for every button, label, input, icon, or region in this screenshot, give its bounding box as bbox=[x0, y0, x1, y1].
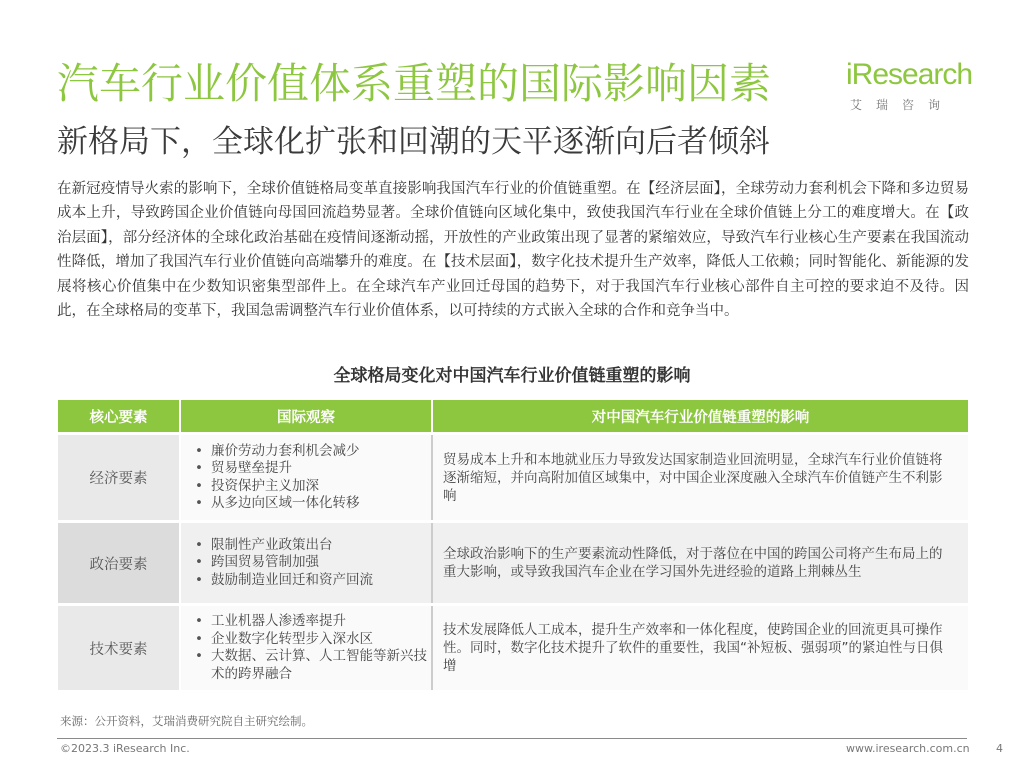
observation-item: • 工业机器人渗透率提升 bbox=[193, 613, 431, 631]
header-international-observation: 国际观察 bbox=[181, 400, 433, 432]
logo-subtitle: 艾瑞咨询 bbox=[850, 98, 955, 112]
observation-item: • 贸易壁垒提升 bbox=[193, 460, 360, 478]
website-link[interactable]: www.iresearch.com.cn bbox=[846, 742, 970, 755]
table-header bbox=[58, 400, 968, 432]
header-impact: 对中国汽车行业价值链重塑的影响 bbox=[591, 409, 810, 426]
logo-wordmark: iResearch bbox=[846, 58, 973, 91]
iresearch-logo bbox=[846, 52, 976, 118]
observation-item: • 企业数字化转型步入深水区 bbox=[193, 631, 431, 649]
row-impact: 贸易成本上升和本地就业压力导致发达国家制造业回流明显，全球汽车行业价值链将逐渐缩短，并向高附加值区域集中，对中国企业深度融入全球汽车价值链产生不利影响 bbox=[433, 435, 968, 520]
header-core-element: 核心要素 bbox=[58, 400, 181, 432]
intro-paragraph: 在新冠疫情导火索的影响下，全球价值链格局变革直接影响我国汽车行业的价值链重塑。在【经济层面】，全球劳动力套利机会下降和多边贸易成本上升，导致跨国企业价值链向母国回流趋势显著。全球价值链向区域化集中，致使我国汽车行业在全球价值链上分工的难度增大。在【政治层面】，部分经济体的全球化政治基础在疫情间逐渐动摇，开放性的产业政策出现了显著的紧缩效应，导致汽车行业核心生产要素在我国流动性降低，增加了我国汽车行业价值链向高端攀升的难度。在【技术层面】，数字化技术提升生产效率，降低人工依赖；同时智能化、新能源的发展将核心价值集中在少数知识密集型部件上。在全球汽车产业回迁母国的趋势下，对于我国汽车行业核心部件自主可控的要求迫不及待。因此，在全球格局的变革下，我国急需调整汽车行业价值体系，以可持续的方式嵌入全球的合作和竞争当中。 bbox=[57, 181, 969, 320]
table-row-technology bbox=[58, 603, 968, 690]
page-title: 汽车行业价值体系重塑的国际影响因素 bbox=[57, 59, 772, 108]
row-observations bbox=[181, 606, 433, 690]
copyright: ©2023.3 iResearch Inc. bbox=[60, 742, 190, 755]
table-title: 全球格局变化对中国汽车行业价值链重塑的影响 bbox=[333, 366, 691, 386]
page-number: 4 bbox=[996, 742, 1003, 755]
source-note: 来源：公开资料，艾瑞消费研究院自主研究绘制。 bbox=[60, 714, 313, 728]
row-impact: 全球政治影响下的生产要素流动性降低，对于落位在中国的跨国公司将产生布局上的重大影响，或导致我国汽车企业在学习国外先进经验的道路上荆棘丛生 bbox=[433, 523, 968, 603]
observation-item: • 投资保护主义加深 bbox=[193, 478, 360, 496]
row-key: 政治要素 bbox=[58, 523, 181, 603]
observation-item: • 大数据、云计算、人工智能等新兴技术的跨界融合 bbox=[193, 648, 431, 683]
impact-table bbox=[58, 400, 968, 690]
observation-item: • 跨国贸易管制加强 bbox=[193, 554, 373, 572]
observation-item: • 限制性产业政策出台 bbox=[193, 537, 373, 555]
row-observations bbox=[181, 435, 433, 520]
row-observations bbox=[181, 523, 433, 603]
row-impact: 技术发展降低人工成本，提升生产效率和一体化程度，使跨国企业的回流更具可操作性。同时，数字化技术提升了软件的重要性，我国“补短板、强弱项”的紧迫性与日俱增 bbox=[433, 606, 968, 690]
observation-item: • 从多边向区域一体化转移 bbox=[193, 495, 360, 513]
row-key: 经济要素 bbox=[58, 435, 181, 520]
row-key: 技术要素 bbox=[58, 606, 181, 690]
observation-item: • 鼓励制造业回迁和资产回流 bbox=[193, 572, 373, 590]
page-subtitle: 新格局下，全球化扩张和回潮的天平逐渐向后者倾斜 bbox=[57, 124, 770, 160]
table-row-economic bbox=[58, 432, 968, 520]
table-row-political bbox=[58, 520, 968, 603]
footer-divider bbox=[57, 738, 967, 739]
observation-item: • 廉价劳动力套利机会减少 bbox=[193, 443, 360, 461]
